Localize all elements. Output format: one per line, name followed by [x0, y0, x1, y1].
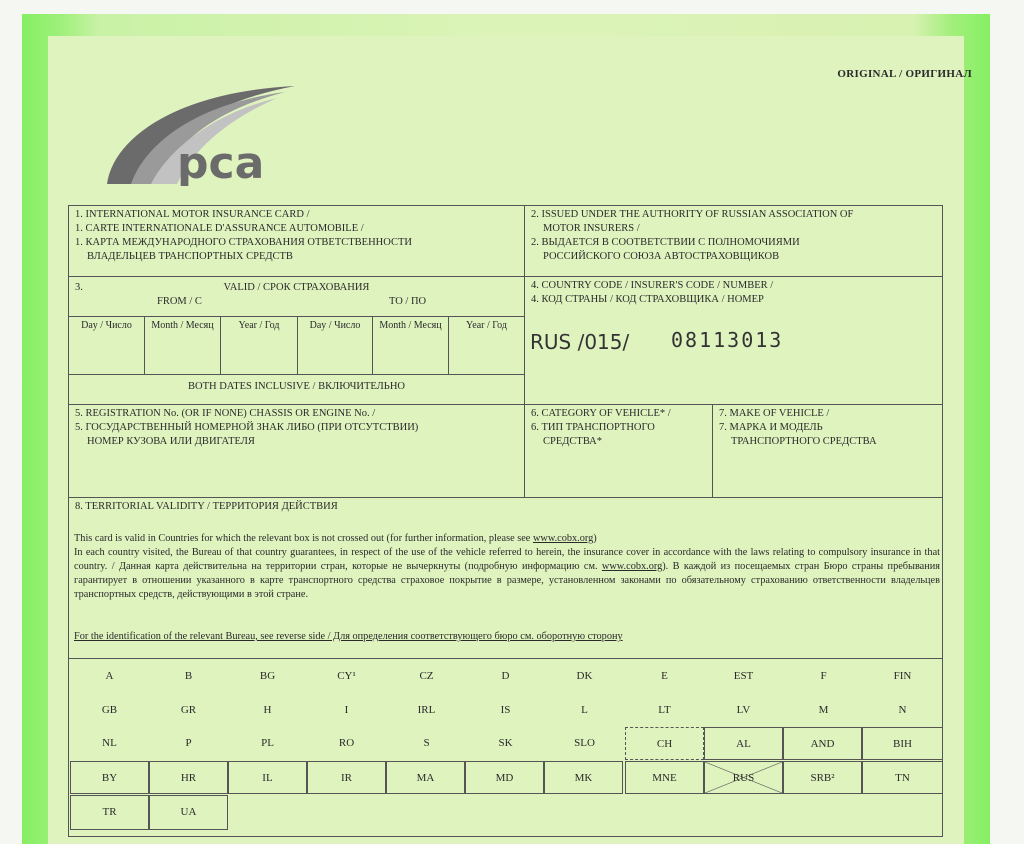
box5-line-3: НОМЕР КУЗОВА ИЛИ ДВИГАТЕЛЯ	[87, 436, 255, 447]
country-P: P	[185, 737, 192, 749]
country-IR: IR	[307, 761, 386, 794]
country-TR: TR	[70, 795, 149, 830]
country-MK: MK	[544, 761, 623, 794]
country-A: A	[105, 670, 114, 682]
both-dates-inclusive	[68, 374, 525, 405]
from-day-cell	[68, 316, 145, 375]
country-SRB: SRB²	[783, 761, 862, 794]
box6-line-3: СРЕДСТВА*	[543, 436, 603, 447]
country-IRL: IRL	[417, 704, 436, 716]
country-H: H	[263, 704, 272, 716]
box-vehicle-category	[524, 404, 713, 498]
country-DK: DK	[576, 670, 593, 682]
to-year-cell	[448, 316, 525, 375]
country-N: N	[898, 704, 907, 716]
validity-heading: VALID / СРОК СТРАХОВАНИЯ	[223, 282, 370, 293]
to-month-label: Month / Месяц	[379, 320, 442, 331]
validity-text-1: This card is valid in Countries for which the relevant box is not crossed out (for further information, please see	[74, 533, 533, 544]
country-GB: GB	[101, 704, 118, 716]
country-IS: IS	[500, 704, 511, 716]
country-GR: GR	[180, 704, 197, 716]
country-I: I	[344, 704, 349, 716]
box4-line-1: 4. COUNTRY CODE / INSURER'S CODE / NUMBER /	[531, 280, 774, 291]
territorial-title: 8. TERRITORIAL VALIDITY / ТЕРРИТОРИЯ ДЕЙСТВИЯ	[75, 501, 338, 512]
country-BY: BY	[70, 761, 149, 794]
country-insurer-code: RUS /015/	[530, 330, 630, 354]
from-month-cell	[144, 316, 221, 375]
to-month-cell	[372, 316, 449, 375]
country-HR: HR	[149, 761, 228, 794]
from-day-label: Day / Число	[81, 320, 132, 331]
to-label: TO / ПО	[389, 296, 427, 307]
validity-text-2: In each country visited, the Bureau of that country guarantees, in respect of the use of the vehicle referred to herein, the insurance cover in accordance with the laws relating to compulsory insurance in that country. / Данная карта действительна на территории стран, которые не вычеркнуты (подробную информацию см.	[74, 547, 940, 572]
country-NL: NL	[102, 737, 117, 749]
box5-line-2: 5. ГОСУДАРСТВЕННЫЙ НОМЕРНОЙ ЗНАК ЛИБО (ПРИ ОТСУТСТВИИ)	[75, 422, 419, 433]
to-day-label: Day / Число	[309, 320, 361, 331]
validity-text-1-end: )	[593, 533, 597, 544]
box5-line-1: 5. REGISTRATION No. (OR IF NONE) CHASSIS OR ENGINE No. /	[75, 408, 376, 419]
box3-number: 3.	[75, 282, 83, 293]
country-TN: TN	[862, 761, 943, 794]
country-FIN: FIN	[893, 670, 912, 682]
country-RUS-crossed: RUS	[704, 761, 783, 794]
box7-line-3: ТРАНСПОРТНОГО СРЕДСТВА	[731, 436, 877, 447]
country-S: S	[423, 737, 430, 749]
country-MNE: MNE	[625, 761, 704, 794]
country-MD: MD	[465, 761, 544, 794]
country-E: E	[661, 670, 668, 682]
box2-line-2: MOTOR INSURERS /	[543, 223, 640, 234]
from-month-label: Month / Месяц	[151, 320, 214, 331]
to-year-label: Year / Год	[466, 320, 507, 331]
country-UA: UA	[149, 795, 228, 830]
from-label: FROM / С	[157, 296, 202, 307]
country-EST: EST	[733, 670, 754, 682]
country-grid-top	[68, 658, 943, 659]
from-year-cell	[220, 316, 298, 375]
country-B: B	[184, 670, 193, 682]
to-day-cell	[297, 316, 373, 375]
country-BG: BG	[259, 670, 276, 682]
country-SK: SK	[498, 737, 513, 749]
country-BIH: BIH	[862, 727, 943, 760]
territorial-text	[74, 532, 940, 602]
box-insurance-card	[68, 205, 525, 277]
box-issued-authority	[524, 205, 943, 277]
country-CY: CY¹	[337, 670, 356, 682]
card-number: 08113013	[671, 328, 784, 352]
country-AL: AL	[704, 727, 783, 760]
box1-line-2: 1. CARTE INTERNATIONALE D'ASSURANCE AUTOMOBILE /	[75, 223, 364, 234]
country-D: D	[501, 670, 510, 682]
box2-line-4: РОССИЙСКОГО СОЮЗА АВТОСТРАХОВЩИКОВ	[543, 251, 780, 262]
country-AND: AND	[783, 727, 862, 760]
box1-line-1: 1. INTERNATIONAL MOTOR INSURANCE CARD /	[75, 209, 310, 220]
country-PL: PL	[261, 737, 274, 749]
box7-line-2: 7. МАРКА И МОДЕЛЬ	[719, 422, 823, 433]
country-LT: LT	[658, 704, 671, 716]
cobx-link[interactable]: www.cobx.org	[532, 533, 594, 544]
bureau-identification: For the identification of the relevant Bureau, see reverse side / Для определения соответствующего бюро см. оборотную сторону	[74, 631, 623, 642]
box7-line-1: 7. MAKE OF VEHICLE /	[719, 408, 830, 419]
box-country-code	[524, 276, 943, 405]
box-vehicle-make	[712, 404, 943, 498]
box-registration	[68, 404, 525, 498]
box2-line-3: 2. ВЫДАЕТСЯ В СООТВЕТСТВИИ С ПОЛНОМОЧИЯМИ	[531, 237, 800, 248]
country-CZ: CZ	[419, 670, 434, 682]
country-RO: RO	[338, 737, 355, 749]
box1-line-4: ВЛАДЕЛЬЦЕВ ТРАНСПОРТНЫХ СРЕДСТВ	[87, 251, 293, 262]
country-M: M	[818, 704, 829, 716]
country-IL: IL	[228, 761, 307, 794]
country-L: L	[581, 704, 588, 716]
rsa-logo-text: рса	[177, 138, 265, 186]
country-MA: MA	[386, 761, 465, 794]
box6-line-2: 6. ТИП ТРАНСПОРТНОГО	[531, 422, 655, 433]
box1-line-3: 1. КАРТА МЕЖДУНАРОДНОГО СТРАХОВАНИЯ ОТВЕТСТВЕННОСТИ	[75, 237, 412, 248]
country-SLO: SLO	[574, 737, 595, 749]
from-year-label: Year / Год	[238, 320, 280, 331]
country-LV: LV	[736, 704, 751, 716]
rsa-logo	[105, 84, 305, 186]
box6-line-1: 6. CATEGORY OF VEHICLE* /	[531, 408, 671, 419]
country-CH: CH	[625, 727, 704, 760]
country-F: F	[820, 670, 827, 682]
cobx-link-ru[interactable]: www.cobx.org	[601, 561, 663, 572]
original-label: ORIGINAL / ОРИГИНАЛ	[837, 68, 972, 80]
both-dates-label: BOTH DATES INCLUSIVE / ВКЛЮЧИТЕЛЬНО	[187, 381, 405, 392]
box2-line-1: 2. ISSUED UNDER THE AUTHORITY OF RUSSIAN ASSOCIATION OF	[531, 209, 854, 220]
box4-line-2: 4. КОД СТРАНЫ / КОД СТРАХОВЩИКА / НОМЕР	[531, 294, 764, 305]
validity-text-2-end: ). В каждой из посещаемых стран Бюро страны пребывания гарантирует в отношении указанного в карте транспортного средства страховое покрытие в размере, установленном законами по обязательному страхованию ответственности владельцев транспортных средств, действующими в этой стране.	[74, 561, 941, 600]
